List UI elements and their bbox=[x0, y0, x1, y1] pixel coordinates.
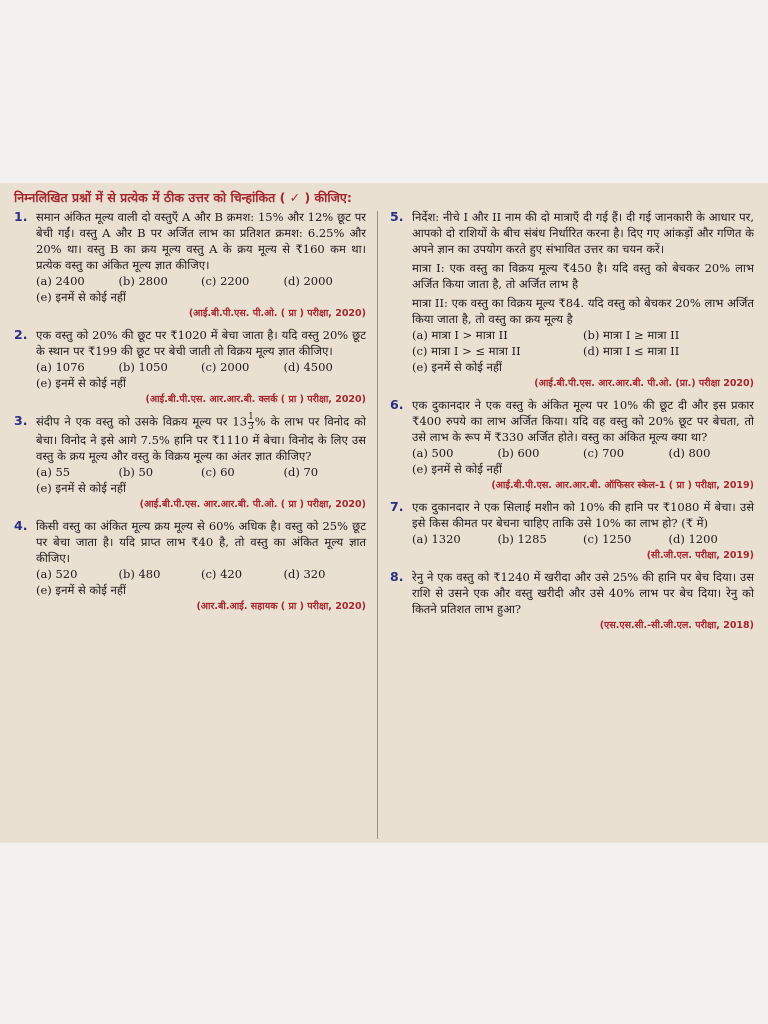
quantity-2-statement: मात्रा II: एक वस्तु का विक्रय मूल्य ₹84. यदि वस्तु को बेचकर 20% लाभ अर्जित किया जाता है, तो वस्तु का क्रय मूल्य है bbox=[412, 296, 754, 326]
option-b[interactable]: (b) 50 bbox=[118, 465, 154, 479]
option-d[interactable]: (d) 1200 bbox=[668, 532, 718, 546]
right-column bbox=[390, 209, 754, 639]
question-text-end: % के लाभ पर विनोद को बेचा। विनोद ने इसे आगे 7.5% हानि पर ₹1110 में बेचा। विनोद के लिए उस वस्तु के क्रय मूल्य और वस्तु के विक्रय मूल्य का अंतर ज्ञात कीजिए? bbox=[36, 414, 366, 463]
option-a[interactable]: (a) 520 bbox=[36, 567, 78, 581]
options bbox=[412, 327, 754, 359]
option-d[interactable]: (d) 2000 bbox=[283, 274, 333, 288]
option-d[interactable]: (d) मात्रा I ≤ मात्रा II bbox=[583, 344, 680, 358]
option-c[interactable]: (c) 60 bbox=[201, 465, 235, 479]
question-number: 1. bbox=[14, 209, 28, 224]
question-7 bbox=[390, 499, 754, 563]
option-a[interactable]: (a) 2400 bbox=[36, 274, 85, 288]
question-text: एक दुकानदार ने एक सिलाई मशीन को 10% की हानि पर ₹1080 में बेचा। उसे इसे किस कीमत पर बेचना चाहिए ताकि उसे 10% का लाभ हो? (₹ में) bbox=[412, 500, 754, 530]
option-a[interactable]: (a) 500 bbox=[412, 446, 454, 460]
question-8 bbox=[390, 569, 754, 633]
question-number: 4. bbox=[14, 518, 28, 533]
question-3 bbox=[14, 413, 366, 512]
option-e[interactable]: (e) इनमें से कोई नहीं bbox=[412, 462, 503, 476]
question-1 bbox=[14, 209, 366, 321]
options bbox=[36, 464, 366, 480]
option-d[interactable]: (d) 800 bbox=[668, 446, 711, 460]
instruction-header: निम्नलिखित प्रश्नों में से प्रत्येक में ठीक उत्तर को चिन्हांकित ( ✓ ) कीजिए: bbox=[14, 190, 352, 205]
question-text: एक दुकानदार ने एक वस्तु के अंकित मूल्य पर 10% की छूट दी और इस प्रकार ₹400 रुपये का लाभ अर्जित किया। यदि वह वस्तु को 20% छूट पर बेचता, तो उसे लाभ के रूप में ₹330 अर्जित होते। वस्तु का अंकित मूल्य क्या था? bbox=[412, 398, 754, 444]
question-text: किसी वस्तु का अंकित मूल्य क्रय मूल्य से 60% अधिक है। वस्तु को 25% छूट पर बेचा जाता है। यदि प्राप्त लाभ ₹40 है, तो वस्तु का अंकित मूल्य ज्ञात कीजिए। bbox=[36, 519, 366, 565]
option-c[interactable]: (c) मात्रा I > ≤ मात्रा II bbox=[412, 344, 521, 358]
option-d[interactable]: (d) 4500 bbox=[283, 360, 333, 374]
options bbox=[412, 445, 754, 461]
question-text: समान अंकित मूल्य वाली दो वस्तुएँ A और B क्रमश: 15% और 12% छूट पर बेची गईं। वस्तु A और B पर अर्जित लाभ का प्रतिशत क्रमश: 6.25% और 20% था। वस्तु B का क्रय मूल्य वस्तु A के क्रय मूल्य से ₹160 कम था। प्रत्येक वस्तु का अंकित मूल्य ज्ञात कीजिए। bbox=[36, 210, 366, 272]
exam-source: (आई.बी.पी.एस. आर.आर.बी. क्लर्क ( प्रा ) परीक्षा, 2020) bbox=[145, 394, 366, 405]
question-number: 7. bbox=[390, 499, 404, 514]
question-number: 6. bbox=[390, 397, 404, 412]
question-text: निर्देश: नीचे I और II नाम की दो मात्राएँ दी गई हैं। दी गई जानकारी के आधार पर, आपको दो राशियों के बीच संबंध निर्धारित करना है। दिए गए आंकड़ों और गणित के अपने ज्ञान का उपयोग करते हुए संभावित उत्तर का चयन करें। bbox=[412, 210, 754, 256]
option-e[interactable]: (e) इनमें से कोई नहीं bbox=[412, 360, 503, 374]
option-d[interactable]: (d) 320 bbox=[283, 567, 326, 581]
question-number: 3. bbox=[14, 413, 28, 428]
question-5 bbox=[390, 209, 754, 391]
option-c[interactable]: (c) 420 bbox=[201, 567, 243, 581]
question-number: 2. bbox=[14, 327, 28, 342]
exam-source: (आर.बी.आई. सहायक ( प्रा ) परीक्षा, 2020) bbox=[196, 601, 366, 612]
fraction-denominator: 3 bbox=[248, 422, 254, 432]
exam-source: (आई.बी.पी.एस. आर.आर.बी. पी.ओ. ( प्रा ) परीक्षा, 2020) bbox=[139, 499, 366, 510]
option-a[interactable]: (a) 1320 bbox=[412, 532, 461, 546]
background-bottom bbox=[0, 843, 768, 1024]
option-b[interactable]: (b) 480 bbox=[118, 567, 161, 581]
question-4 bbox=[14, 518, 366, 614]
question-number: 8. bbox=[390, 569, 404, 584]
option-b[interactable]: (b) मात्रा I ≥ मात्रा II bbox=[583, 328, 680, 342]
option-c[interactable]: (c) 700 bbox=[583, 446, 625, 460]
option-b[interactable]: (b) 1050 bbox=[118, 360, 168, 374]
exam-source: (सी.जी.एल. परीक्षा, 2019) bbox=[646, 550, 754, 561]
question-number: 5. bbox=[390, 209, 404, 224]
exam-source: (आई.बी.पी.एस. आर.आर.बी. ऑफिसर स्केल-1 ( प्रा ) परीक्षा, 2019) bbox=[491, 480, 754, 491]
fraction bbox=[248, 413, 254, 432]
option-e[interactable]: (e) इनमें से कोई नहीं bbox=[36, 481, 127, 495]
exam-source: (आई.बी.पी.एस. आर.आर.बी. पी.ओ. (प्रा.) परीक्षा 2020) bbox=[534, 378, 754, 389]
left-column bbox=[14, 209, 366, 620]
option-d[interactable]: (d) 70 bbox=[283, 465, 319, 479]
quantity-1-statement: मात्रा I: एक वस्तु का विक्रय मूल्य ₹450 है। यदि वस्तु को बेचकर 20% लाभ अर्जित किया जाता है, तो अर्जित लाभ है bbox=[412, 261, 754, 291]
option-e[interactable]: (e) इनमें से कोई नहीं bbox=[36, 583, 127, 597]
question-6 bbox=[390, 397, 754, 493]
option-a[interactable]: (a) 55 bbox=[36, 465, 71, 479]
exam-source: (आई.बी.पी.एस. पी.ओ. ( प्रा ) परीक्षा, 2020) bbox=[188, 308, 366, 319]
options bbox=[412, 531, 754, 547]
exam-source: (एस.एस.सी.-सी.जी.एल. परीक्षा, 2018) bbox=[599, 620, 754, 631]
option-e[interactable]: (e) इनमें से कोई नहीं bbox=[36, 376, 127, 390]
fraction-numerator: 1 bbox=[248, 412, 254, 422]
option-b[interactable]: (b) 1285 bbox=[497, 532, 547, 546]
option-b[interactable]: (b) 600 bbox=[497, 446, 540, 460]
question-2 bbox=[14, 327, 366, 407]
option-c[interactable]: (c) 2000 bbox=[201, 360, 250, 374]
options bbox=[36, 273, 366, 289]
question-text: रेनु ने एक वस्तु को ₹1240 में खरीदा और उसे 25% की हानि पर बेच दिया। उस राशि से उसने एक और वस्तु खरीदी और उसे 40% लाभ पर बेच दिया। रेनु को कितने प्रतिशत लाभ हुआ? bbox=[412, 570, 754, 616]
book-page bbox=[0, 183, 768, 843]
options bbox=[36, 359, 366, 375]
option-a[interactable]: (a) 1076 bbox=[36, 360, 85, 374]
option-c[interactable]: (c) 2200 bbox=[201, 274, 250, 288]
option-e[interactable]: (e) इनमें से कोई नहीं bbox=[36, 290, 127, 304]
question-text bbox=[36, 413, 366, 464]
option-c[interactable]: (c) 1250 bbox=[583, 532, 632, 546]
option-b[interactable]: (b) 2800 bbox=[118, 274, 168, 288]
column-divider bbox=[377, 211, 378, 839]
background-top bbox=[0, 0, 768, 183]
question-text: एक वस्तु को 20% की छूट पर ₹1020 में बेचा जाता है। यदि वस्तु 20% छूट के स्थान पर ₹199 की छूट पर बेची जाती तो विक्रय मूल्य ज्ञात कीजिए। bbox=[36, 328, 366, 358]
option-a[interactable]: (a) मात्रा I > मात्रा II bbox=[412, 328, 508, 342]
options bbox=[36, 566, 366, 582]
question-text-start: संदीप ने एक वस्तु को उसके विक्रय मूल्य पर 13 bbox=[36, 414, 248, 429]
